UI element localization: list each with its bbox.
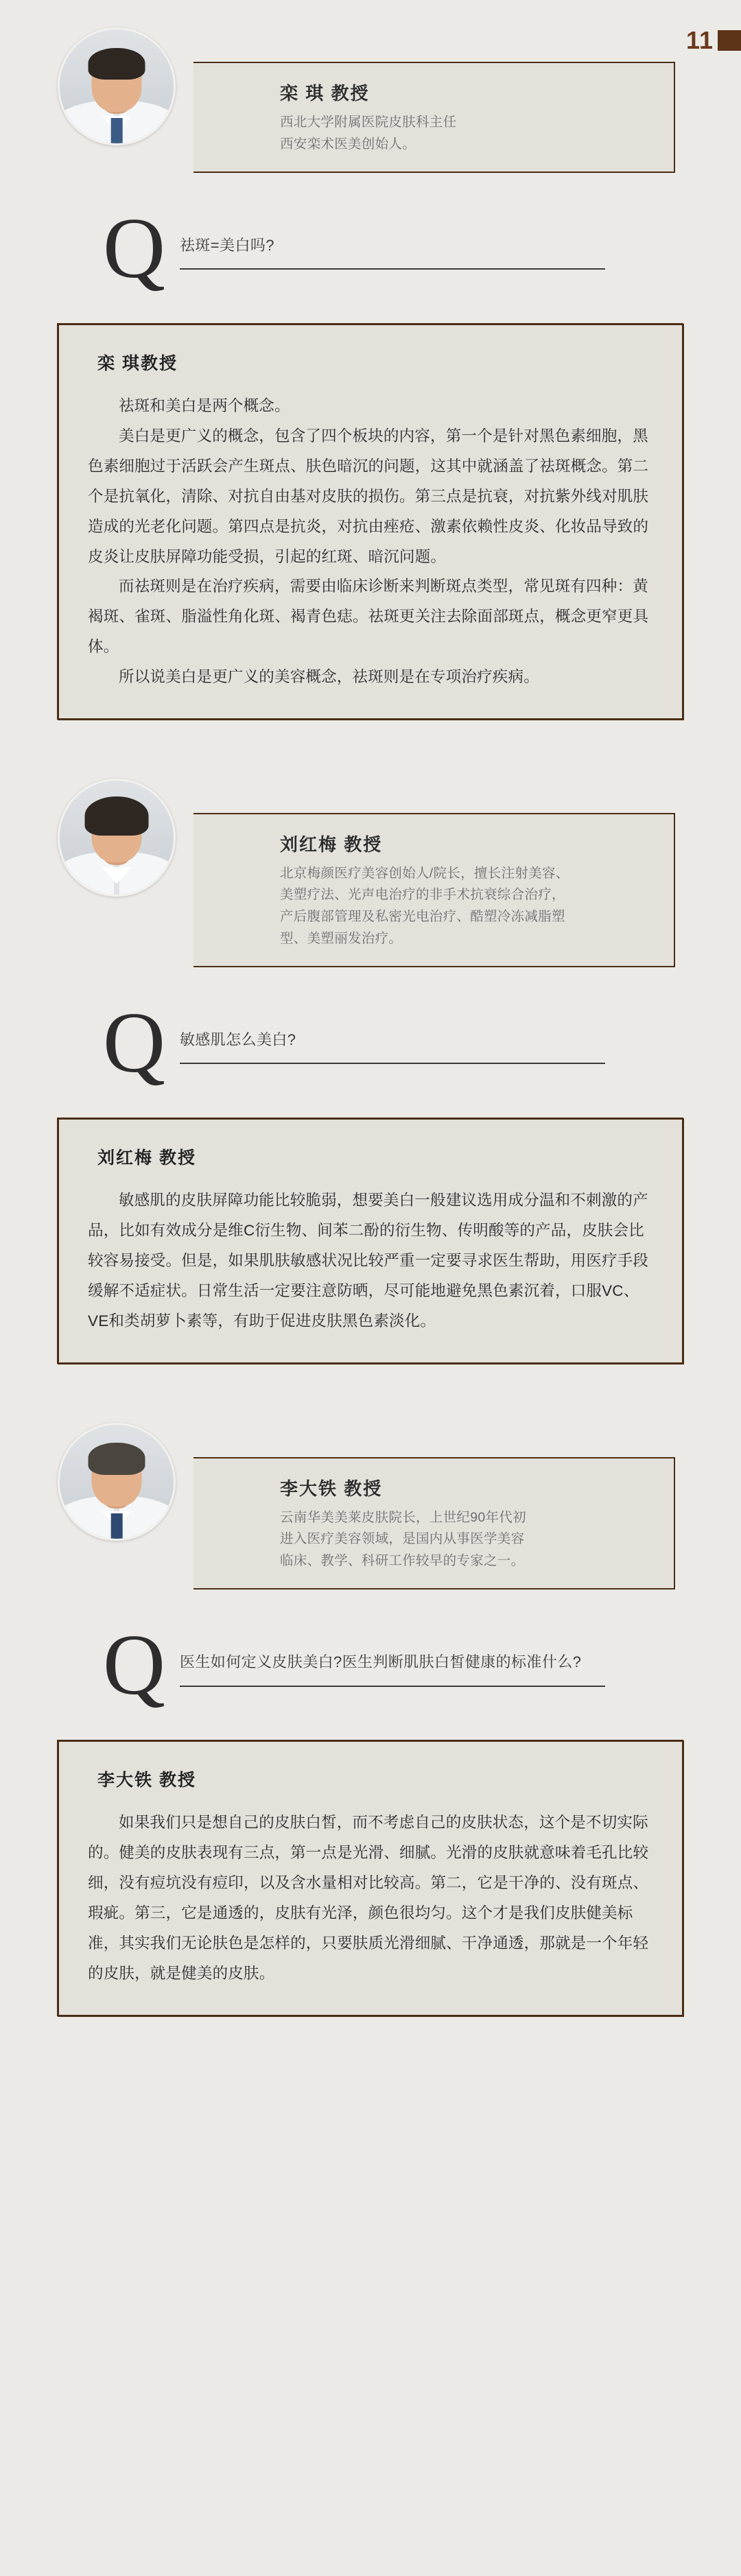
expert-card-3 <box>193 1457 674 1590</box>
question-block-2 <box>0 995 741 1091</box>
edge-bottom <box>58 2015 635 2017</box>
answer-paragraph: 敏感肌的皮肤屏障功能比较脆弱，想要美白一般建议选用成分温和不刺激的产品，比如有效成分是维C衍生物、间苯二酚的衍生物、传明酸等的产品，皮肤会比较容易接受。但是，如果肌肤敏感状况比较严重一定要寻求医生帮助，用医疗手段缓解不适症状。日常生活一定要注意防晒，尽可能地避免黑色素沉着，口服VC、VE和类胡萝卜素等，有助于促进皮肤黑色素淡化。 <box>88 1192 649 1330</box>
expert-section-1 <box>0 0 741 720</box>
expert-desc <box>280 112 653 155</box>
edge-left <box>57 1166 59 1363</box>
expert-desc-line: 美塑疗法、光声电治疗的非手术抗衰综合治疗， <box>280 887 565 903</box>
answer-author: 栾 琪教授 <box>97 354 178 374</box>
edge-right <box>682 1118 684 1315</box>
expert-name: 刘红梅 教授 <box>280 834 383 855</box>
expert-desc-line: 西安栾术医美创始人。 <box>280 136 416 152</box>
expert-desc-line: 进入医疗美容领域，是国内从事医学美容 <box>280 1531 525 1547</box>
question-mark-icon: Q <box>103 1618 165 1714</box>
edge-right <box>682 1740 684 1968</box>
expert-desc-line: 型、美塑丽发治疗。 <box>280 930 403 946</box>
expert-row-1 <box>0 0 741 173</box>
expert-section-3 <box>0 1423 741 2016</box>
expert-desc-line: 云南华美美莱皮肤院长，上世纪90年代初 <box>280 1509 526 1525</box>
expert-row-2 <box>0 779 741 967</box>
expert-row-3 <box>0 1423 741 1590</box>
expert-card-1 <box>193 62 674 173</box>
question-block-1 <box>0 201 741 297</box>
page-number-text: 11 <box>685 26 714 54</box>
avatar-luan-qi <box>58 27 176 145</box>
edge-left <box>57 1788 59 2016</box>
question-text: 敏感肌怎么美白? <box>180 1004 605 1064</box>
expert-name: 李大铁 教授 <box>280 1478 383 1499</box>
expert-section-2 <box>0 779 741 1364</box>
expert-desc <box>280 863 653 949</box>
expert-name: 栾 琪 教授 <box>280 83 370 104</box>
edge-top <box>106 1740 683 1742</box>
expert-desc-line: 产后腹部管理及私密光电治疗、酷塑冷冻减脂塑 <box>280 909 565 925</box>
answer-paragraph: 祛斑和美白是两个概念。 <box>119 397 290 415</box>
question-mark-icon: Q <box>103 995 165 1091</box>
question-text: 医生如何定义皮肤美白?医生判断肌肤白皙健康的标准什么? <box>180 1627 605 1686</box>
answer-paragraph: 美白是更广义的概念，包含了四个板块的内容，第一个是针对黑色素细胞，黑色素细胞过于活跃会产生斑点、肤色暗沉的问题，这其中就涵盖了祛斑概念。第二个是抗氧化，清除、对抗自由基对皮肤的损伤。第三点是抗衰，对抗紫外线对肌肤造成的光老化问题。第四点是抗炎，对抗由痤疮、激素依赖性皮炎、化妆品导致的皮炎让皮肤屏障功能受损，引起的红斑、暗沉问题。 <box>88 427 649 565</box>
answer-author: 李大铁 教授 <box>97 1771 196 1791</box>
answer-block-3 <box>58 1740 683 2016</box>
edge-right <box>682 324 684 672</box>
question-text: 祛斑=美白吗? <box>180 210 605 270</box>
question-block-3 <box>0 1618 741 1714</box>
edge-bottom <box>58 1362 635 1364</box>
question-mark-icon: Q <box>103 201 165 297</box>
expert-card-2 <box>193 813 674 967</box>
answer-paragraph: 而祛斑则是在治疗疾病，需要由临床诊断来判断斑点类型，常见斑有四种：黄褐斑、雀斑、脂溢性角化斑、褐青色痣。祛斑更关注去除面部斑点，概念更窄更具体。 <box>88 578 649 656</box>
expert-desc-line: 北京梅颜医疗美容创始人/院长，擅长注射美容、 <box>280 865 569 881</box>
avatar-liu-hongmei <box>58 779 176 897</box>
answer-author: 刘红梅 教授 <box>97 1148 196 1168</box>
answer-block-1 <box>58 324 683 720</box>
answer-paragraph: 如果我们只是想自己的皮肤白皙，而不考虑自己的皮肤状态，这个是不切实际的。健美的皮肤表现有三点，第一点是光滑、细腻。光滑的皮肤就意味着毛孔比较细，没有痘坑没有痘印，以及含水量相对比较高。第二，它是干净的、没有斑点、瑕疵。第三，它是通透的，皮肤有光泽，颜色很均匀。这个才是我们皮肤健美标准，其实我们无论肤色是怎样的，只要肤质光滑细腻、干净通透，那就是一个年轻的皮肤，就是健美的皮肤。 <box>88 1814 649 1982</box>
answer-block-2 <box>58 1118 683 1363</box>
avatar-li-datie <box>58 1423 176 1541</box>
expert-desc <box>280 1507 653 1572</box>
answer-paragraph: 所以说美白是更广义的美容概念，祛斑则是在专项治疗疾病。 <box>119 668 539 686</box>
expert-desc-line: 临床、教学、科研工作较早的专家之一。 <box>280 1552 525 1568</box>
edge-top <box>106 323 683 325</box>
expert-desc-line: 西北大学附属医院皮肤科主任 <box>280 115 457 130</box>
edge-left <box>57 372 59 720</box>
edge-top <box>106 1118 683 1120</box>
edge-bottom <box>58 718 635 720</box>
